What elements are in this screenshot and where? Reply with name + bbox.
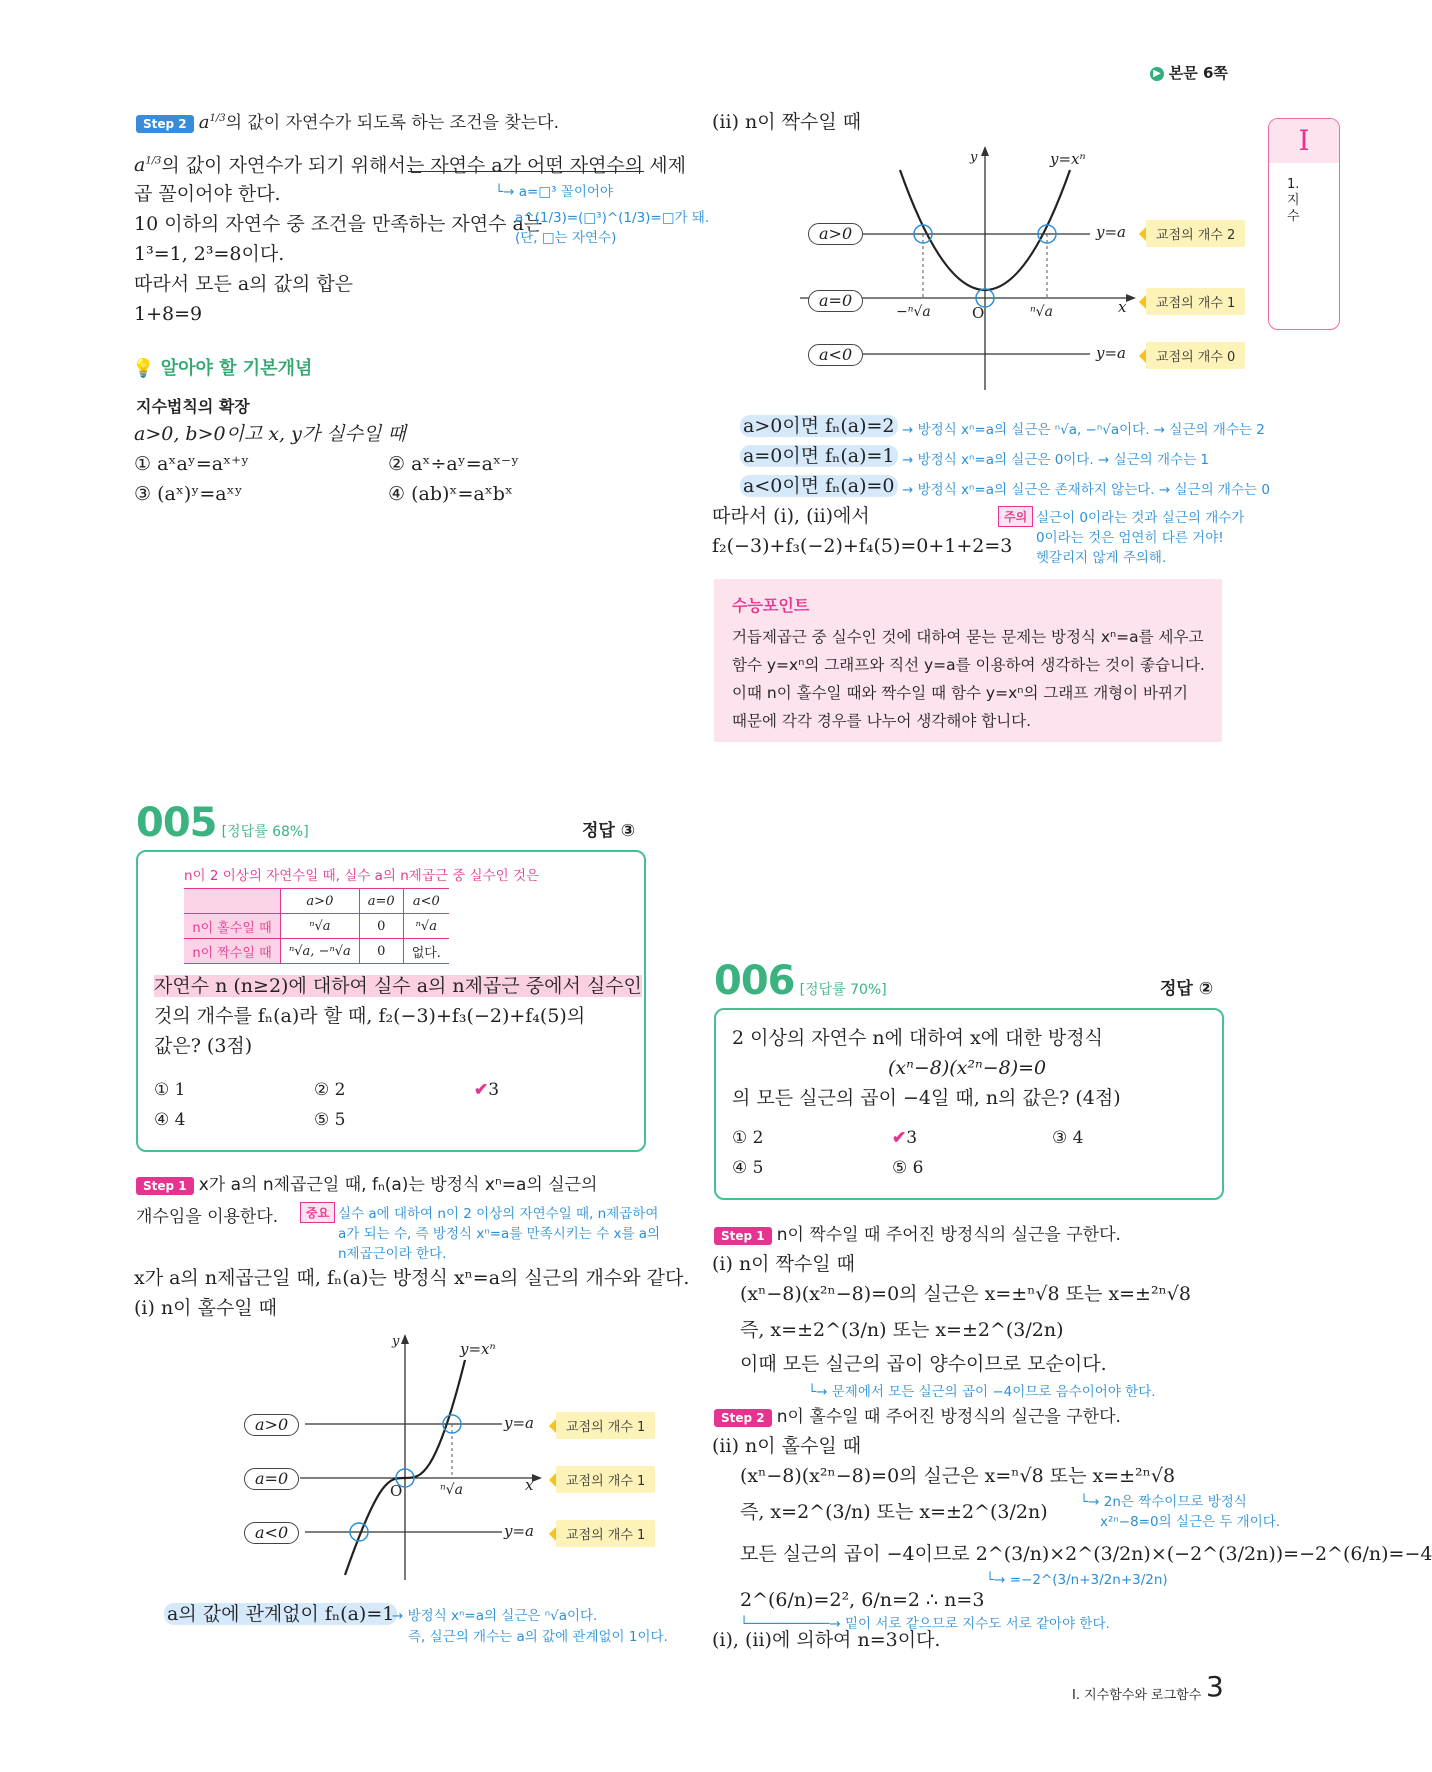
p006-header [714, 958, 887, 1004]
result-3-note: → 방정식 xⁿ=a의 실근은 존재하지 않는다. → 실근의 개수는 0 [902, 482, 1270, 498]
left-step2: Step 2 $a^{1/3}$의 값이 자연수가 되도록 하는 조건을 찾는다. [136, 108, 559, 133]
step2-title: 의 값이 자연수가 되도록 하는 조건을 찾는다. [225, 113, 559, 133]
p006-b5: 2^(6/n)=2², 6/n=2 ∴ n=3 [740, 1589, 985, 1611]
p005-table: a>0 a=0 a<0 n이 홀수일 때 ⁿ√a 0 ⁿ√a n이 짝수일 때 ⁿ√a, −ⁿ√a 0 없다. [184, 888, 449, 964]
p005-number: 005 [136, 800, 217, 846]
odd-tag-1: 교점의 개수 1 [556, 1412, 655, 1439]
caution-2: 0이라는 것은 엄연히 다른 거야! [1036, 530, 1224, 546]
p006-choice-5[interactable]: ⑤ 6 [892, 1158, 924, 1178]
even-y-label: y [970, 150, 978, 165]
p005-choice-3[interactable]: ✔3 [474, 1080, 500, 1100]
odd-a-neg: a<0 [244, 1522, 299, 1544]
result-1-note: → 방정식 xⁿ=a의 실근은 ⁿ√a, −ⁿ√a이다. → 실근의 개수는 2 [902, 422, 1265, 438]
page-number: 3 [1206, 1670, 1224, 1703]
suneung-line-2: 함수 y=xⁿ의 그래프와 직선 y=a를 이용하여 생각하는 것이 좋습니다. [732, 656, 1205, 674]
suneung-line-1: 거듭제곱근 중 실수인 것에 대하여 묻는 문제는 방정식 xⁿ=a를 세우고 [732, 628, 1204, 646]
caution-badge: 주의 [998, 506, 1033, 527]
p005-conclusion-note-1: → 방정식 xⁿ=a의 실근은 ⁿ√a이다. [392, 1608, 598, 1624]
even-ya2: y=a [1096, 344, 1126, 362]
odd-origin: O [390, 1482, 403, 1500]
p005-header [136, 800, 309, 846]
even-pos-root: ⁿ√a [1030, 304, 1053, 320]
suneung-line-4: 때문에 각각 경우를 나누어 생각해야 합니다. [732, 712, 1032, 730]
even-tag-2: 교점의 개수 1 [1146, 288, 1245, 315]
p006-a1: (i) n이 짝수일 때 [712, 1253, 856, 1275]
concept-rule-2: ② aˣ÷aʸ=aˣ⁻ʸ [388, 453, 520, 475]
concept-title: 💡 알아야 할 기본개념 [132, 358, 313, 379]
left-line4: 1³=1, 2³=8이다. [134, 243, 285, 265]
even-a-neg: a<0 [808, 344, 863, 366]
even-ya1: y=a [1096, 223, 1126, 241]
p006-step1: Step 1 n이 짝수일 때 주어진 방정식의 실근을 구한다. [714, 1220, 1121, 1245]
p006-question-1: 2 이상의 자연수 n에 대하여 x에 대한 방정식 [732, 1027, 1103, 1049]
odd-tag-3: 교점의 개수 1 [556, 1520, 655, 1547]
chapter-roman-tab: I [1269, 119, 1339, 163]
caution-3: 헷갈리지 않게 주의해. [1036, 550, 1167, 566]
even-origin: O [972, 304, 985, 322]
odd-ya2: y=a [504, 1522, 534, 1540]
page-ref: ▶ 본문 6쪽 [1150, 62, 1228, 83]
result-3: a<0이면 fₙ(a)=0 [740, 472, 898, 500]
important-1: 실수 a에 대하여 n이 2 이상의 자연수일 때, n제곱하여 [338, 1206, 659, 1222]
odd-root: ⁿ√a [440, 1482, 463, 1498]
left-line5: 따라서 모든 a의 값의 합은 [134, 273, 354, 295]
p006-question-3: 의 모든 실근의 곱이 −4일 때, n의 값은? (4점) [732, 1087, 1121, 1109]
p006-a4: 이때 모든 실근의 곱이 양수이므로 모순이다. [740, 1353, 1107, 1375]
lightbulb-icon: 💡 [132, 358, 155, 379]
suneung-title: 수능포인트 [732, 596, 810, 615]
odd-a-pos: a>0 [244, 1414, 299, 1436]
p005-step1-title2: 개수임을 이용한다. [136, 1207, 279, 1227]
p005-question-1: 자연수 n (n≥2)에 대하여 실수 a의 n제곱근 중에서 실수인 [154, 975, 642, 997]
p005-conclusion: a의 값에 관계없이 fₙ(a)=1 [164, 1600, 397, 1628]
chapter-label: 1. 지 수 [1287, 177, 1300, 224]
important-3: n제곱근이라 한다. [338, 1246, 447, 1262]
even-curve-label: y=xⁿ [1050, 150, 1086, 168]
odd-ya1: y=a [504, 1414, 534, 1432]
p005-step1: Step 1 x가 a의 n제곱근일 때, fₙ(a)는 방정식 xⁿ=a의 실근의 [136, 1170, 597, 1195]
p006-b2-note-1: └→ 2n은 짝수이므로 방정식 [1080, 1494, 1247, 1510]
underline [408, 171, 644, 172]
suneung-box [714, 579, 1222, 742]
odd-y-label: y [392, 1334, 400, 1349]
p005-rate: [정답률 68%] [221, 824, 309, 840]
p006-choice-3[interactable]: ③ 4 [1052, 1128, 1084, 1148]
p006-b5-note: └──────────→ 밑이 서로 같으므로 지수도 서로 같아야 한다. [740, 1616, 1110, 1632]
result-2-note: → 방정식 xⁿ=a의 실근은 0이다. → 실근의 개수는 1 [902, 452, 1209, 468]
checkmark-icon: ✔ [892, 1128, 907, 1148]
note-natural: a^(1/3)=(□³)^(1/3)=□가 돼. [515, 210, 710, 226]
even-a-zero: a=0 [808, 290, 863, 312]
arrow-circle-icon: ▶ [1150, 67, 1164, 81]
concept-rule-3: ③ (aˣ)ʸ=aˣʸ [134, 483, 243, 505]
even-x-label: x [1118, 298, 1127, 316]
p006-b4: 모든 실근의 곱이 −4이므로 2^(3/n)×2^(3/2n)×(−2^(3/2n))=−2^(6/n)=−4 [740, 1543, 1432, 1565]
left-line6: 1+8=9 [134, 303, 203, 325]
concept-rule-1: ① aˣaʸ=aˣ⁺ʸ [134, 453, 250, 475]
odd-graph [230, 1330, 580, 1590]
concept-subtitle: 지수법칙의 확장 [136, 397, 250, 416]
p006-b4-note: └→ =−2^(3/n+3/2n+3/2n) [986, 1572, 1168, 1588]
p006-b2-note-2: x²ⁿ−8=0의 실근은 두 개이다. [1100, 1514, 1281, 1530]
result-1: a>0이면 fₙ(a)=2 [740, 412, 898, 440]
p005-choice-5[interactable]: ⑤ 5 [314, 1110, 346, 1130]
caution-1: 실근이 0이라는 것과 실근의 개수가 [1036, 510, 1245, 526]
p005-choice-2[interactable]: ② 2 [314, 1080, 346, 1100]
p006-a2: (xⁿ−8)(x²ⁿ−8)=0의 실근은 x=±ⁿ√8 또는 x=±²ⁿ√8 [740, 1283, 1192, 1305]
p006-number: 006 [714, 958, 795, 1004]
p006-choice-4[interactable]: ④ 5 [732, 1158, 764, 1178]
p005-question-2: 것의 개수를 fₙ(a)라 할 때, f₂(−3)+f₃(−2)+f₄(5)의 [154, 1005, 586, 1027]
important-badge: 중요 [300, 1202, 335, 1223]
footer-chapter: Ⅰ. 지수함수와 로그함수 [1072, 1688, 1202, 1703]
p005-body-1: x가 a의 n제곱근일 때, fₙ(a)는 방정식 xⁿ=a의 실근의 개수와 같다. [134, 1267, 690, 1289]
even-tag-1: 교점의 개수 2 [1146, 220, 1245, 247]
p005-question-3: 값은? (3점) [154, 1035, 253, 1057]
p006-answer: 정답 ② [1160, 979, 1214, 999]
p005-choice-4[interactable]: ④ 4 [154, 1110, 186, 1130]
p006-b3: 즉, x=2^(3/n) 또는 x=±2^(3/2n) [740, 1501, 1048, 1523]
left-line1: $a^{1/3}$의 값이 자연수가 되기 위해서는 자연수 a가 어떤 자연수의 세제 [134, 154, 686, 177]
case-even-title: (ii) n이 짝수일 때 [712, 111, 862, 133]
left-line3: 10 이하의 자연수 중 조건을 만족하는 자연수 a는 [134, 213, 543, 235]
p006-b6: (i), (ii)에 의하여 n=3이다. [712, 1629, 941, 1651]
p005-table-title: n이 2 이상의 자연수일 때, 실수 a의 n제곱근 중 실수인 것은 [184, 868, 540, 884]
even-tag-3: 교점의 개수 0 [1146, 342, 1245, 369]
odd-curve-label: y=xⁿ [460, 1340, 496, 1358]
concept-rule-4: ④ (ab)ˣ=aˣbˣ [388, 483, 513, 505]
concept-condition: a>0, b>0이고 x, y가 실수일 때 [134, 423, 406, 445]
note-cube-form: └→ a=□³ 꼴이어야 [495, 184, 613, 200]
result-2: a=0이면 fₙ(a)=1 [740, 442, 898, 470]
p006-rate: [정답률 70%] [799, 982, 887, 998]
p006-step2: Step 2 n이 홀수일 때 주어진 방정식의 실근을 구한다. [714, 1402, 1121, 1427]
p005-answer: 정답 ③ [582, 821, 636, 841]
p006-question-2: (xⁿ−8)(x²ⁿ−8)=0 [888, 1057, 1047, 1079]
even-neg-root: −ⁿ√a [896, 304, 931, 320]
p005-conclusion-note-2: 즉, 실근의 개수는 a의 값에 관계없이 1이다. [408, 1629, 668, 1645]
p006-b1: (ii) n이 홀수일 때 [712, 1435, 862, 1457]
p006-a3: 즉, x=±2^(3/n) 또는 x=±2^(3/2n) [740, 1319, 1064, 1341]
note-condition: (단, □는 자연수) [515, 230, 617, 246]
important-2: a가 되는 수, 즉 방정식 xⁿ=a를 만족시키는 수 x를 a의 [338, 1226, 661, 1242]
checkmark-icon: ✔ [474, 1080, 489, 1100]
p005-choice-1[interactable]: ① 1 [154, 1080, 186, 1100]
p005-body-2: (i) n이 홀수일 때 [134, 1297, 278, 1319]
p006-choice-2[interactable]: ✔3 [892, 1128, 918, 1148]
even-a-pos: a>0 [808, 223, 863, 245]
p006-choice-1[interactable]: ① 2 [732, 1128, 764, 1148]
odd-x-label: x [525, 1476, 534, 1494]
left-line2: 곱 꼴이어야 한다. [134, 183, 281, 205]
odd-tag-2: 교점의 개수 1 [556, 1466, 655, 1493]
final-line: f₂(−3)+f₃(−2)+f₄(5)=0+1+2=3 [712, 535, 1013, 557]
p006-b2: (xⁿ−8)(x²ⁿ−8)=0의 실근은 x=ⁿ√8 또는 x=±²ⁿ√8 [740, 1465, 1176, 1487]
p006-a4-note: └→ 문제에서 모든 실근의 곱이 −4이므로 음수이어야 한다. [808, 1384, 1156, 1400]
odd-a-zero: a=0 [244, 1468, 299, 1490]
thus-line: 따라서 (i), (ii)에서 [712, 505, 870, 527]
suneung-line-3: 이때 n이 홀수일 때와 짝수일 때 함수 y=xⁿ의 그래프 개형이 바뀌기 [732, 684, 1188, 702]
step2-badge: Step 2 [136, 115, 194, 133]
